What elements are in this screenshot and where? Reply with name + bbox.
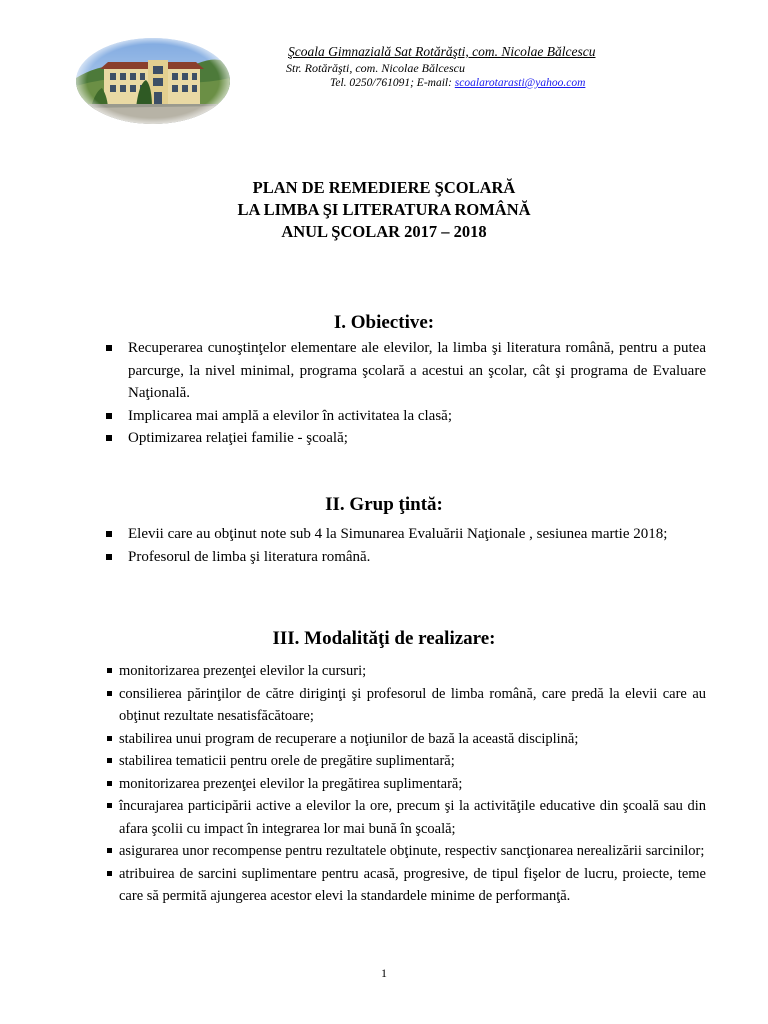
list-item (106, 795, 706, 840)
list-item-text: atribuirea de sarcini suplimentare pentru acasă, progresive, de tipul fişelor de lucru, proiecte, teme care să permită ajungerea acestor elevi la standardele minime de performanţă. (119, 865, 706, 904)
list-item (106, 728, 706, 751)
list-item (106, 546, 706, 569)
list-item-text: asigurarea unor recompense pentru rezultatele obţinute, respectiv sancţionarea nerealizării sarcinilor; (119, 843, 705, 859)
title-line-3: ANUL ŞCOLAR 2017 – 2018 (281, 222, 487, 241)
square-bullet-icon (106, 345, 112, 351)
list-item-text: consilierea părinţilor de către diriginţi şi profesorul de limba română, care predă la elevii care au obţinut rezultate nesatisfăcătoare; (119, 685, 706, 724)
square-bullet-icon (107, 668, 112, 673)
list-item (106, 840, 706, 863)
list-item-text: monitorizarea prezenţei elevilor la pregătirea suplimentară; (119, 775, 463, 792)
list-item-text: încurajarea participării active a elevilor la ore, precum şi la activităţile educative din şcoală sau din afara şcolii cu impact în integrarea lor mai bună în şcoală; (119, 798, 706, 837)
square-bullet-icon (106, 413, 112, 419)
list-item-text: stabilirea tematicii pentru orele de pregătire suplimentară; (119, 753, 455, 769)
letterhead (0, 0, 768, 140)
list-item (106, 750, 706, 773)
list-item (106, 773, 706, 796)
list-item-text: Recuperarea cunoştinţelor elementare ale elevilor, la limba şi literatura română, pentru a putea parcurge, la nivel minimal, programa şcolară a acestui an şcolar, cât şi programa de Evaluare Naţională. (128, 340, 706, 401)
square-bullet-icon (106, 531, 112, 537)
list-item (106, 337, 706, 405)
list-item (106, 427, 706, 450)
list-item (106, 523, 706, 546)
list-item-text: Elevii care au obţinut note sub 4 la Simunarea Evaluării Naţionale , sesiunea martie 2018; (128, 526, 668, 542)
list-item-text: Optimizarea relaţiei familie - şcoală; (128, 430, 348, 446)
title-line-2: LA LIMBA ŞI LITERATURA ROMÂNĂ (237, 200, 531, 219)
list-item (106, 660, 706, 683)
list-item (106, 683, 706, 728)
contact-phone: Tel. 0250/761091; E-mail: (330, 77, 455, 89)
grup-tinta-list (106, 523, 706, 568)
obiective-list (106, 337, 706, 450)
list-item-text: Profesorul de limba şi literatura română. (128, 548, 371, 565)
modalitati-list (106, 660, 706, 908)
school-contact (330, 77, 585, 89)
square-bullet-icon (107, 758, 112, 763)
document-title (0, 177, 768, 243)
square-bullet-icon (107, 691, 112, 696)
email-link[interactable]: scoalarotarasti@yahoo.com (454, 77, 586, 89)
square-bullet-icon (107, 803, 112, 808)
list-item-text: Implicarea mai amplă a elevilor în activitatea la clasă; (128, 407, 453, 424)
list-item-text: monitorizarea prezenţei elevilor la cursuri; (119, 663, 367, 679)
list-item (106, 405, 706, 428)
square-bullet-icon (107, 871, 112, 876)
section-title-grup-tinta: II. Grup ţintă: (325, 494, 443, 515)
square-bullet-icon (107, 781, 112, 786)
section-title-obiective: I. Obiective: (333, 312, 435, 333)
list-item (106, 863, 706, 908)
list-item-text: stabilirea unui program de recuperare a noţiunilor de bază la această disciplină; (119, 730, 579, 747)
school-address: Str. Rotărăşti, com. Nicolae Bălcescu (286, 61, 465, 75)
school-name: Şcoala Gimnazială Sat Rotărăşti, com. Nicolae Bălcescu (288, 44, 596, 59)
square-bullet-icon (107, 848, 112, 853)
section-title-modalitati: III. Modalităţi de realizare: (272, 628, 496, 649)
square-bullet-icon (106, 554, 112, 560)
page-number: 1 (381, 966, 387, 980)
square-bullet-icon (106, 435, 112, 441)
square-bullet-icon (107, 736, 112, 741)
school-building-photo (76, 38, 230, 124)
title-line-1: PLAN DE REMEDIERE ŞCOLARĂ (252, 178, 516, 197)
